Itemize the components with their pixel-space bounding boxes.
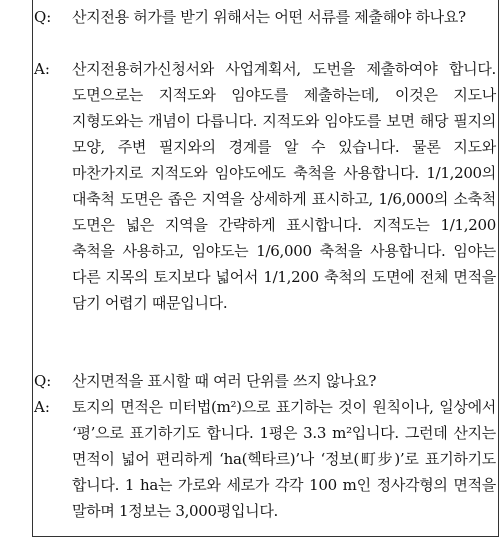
answer-label: A: — [34, 60, 50, 78]
answer-text: 산지전용허가신청서와 사업계획서, 도번을 제출하여야 합니다. 도면으로는 지적도와 임야도를 제출하는데, 이것은 지도나 지형도와는 개념이 다릅니다. 지적도와 임야도를 보면 해당 필지의 모양, 주변 필지와의 경계를 알 수 있습니다. 물론 지도와 마찬가지로 지적도와 임야도에도 축척을 사용합니다. 1/1,200의 대축척 도면은 좁은 지역을 상세하게 표시하고, 1/6,000의 소축척 도면은 넓은 지역을 간략하게 표시합니다. 지적도는 1/1,200 축척을 사용하고, 임야도는 1/6,000 축척을 사용합니다. 임야는 다른 지목의 토지보다 넓어서 1/1,200 축척의 도면에 전체 면적을 담기 어렵기 때문입니다. — [72, 60, 496, 312]
question-1 — [34, 4, 498, 30]
answer-2 — [34, 394, 498, 524]
question-text: 산지면적을 표시할 때 여러 단위를 쓰지 않나요? — [72, 372, 377, 390]
question-label: Q: — [34, 8, 52, 26]
answer-label: A: — [34, 398, 50, 416]
question-label: Q: — [34, 372, 52, 390]
question-text: 산지전용 허가를 받기 위해서는 어떤 서류를 제출해야 하나요? — [72, 8, 466, 26]
question-2 — [34, 368, 498, 394]
answer-1 — [34, 56, 498, 316]
answer-text: 토지의 면적은 미터법(m²)으로 표기하는 것이 원칙이나, 일상에서 ‘평’으로 표기하기도 합니다. 1평은 3.3 m²입니다. 그런데 산지는 면적이 넓어 편리하게 ‘ha(헥타르)’나 ‘정보(町步)’로 표기하기도 합니다. 1 ha는 가로와 세로가 각각 100 m인 정사각형의 면적을 말하며 1정보는 3,000평입니다. — [72, 398, 496, 520]
